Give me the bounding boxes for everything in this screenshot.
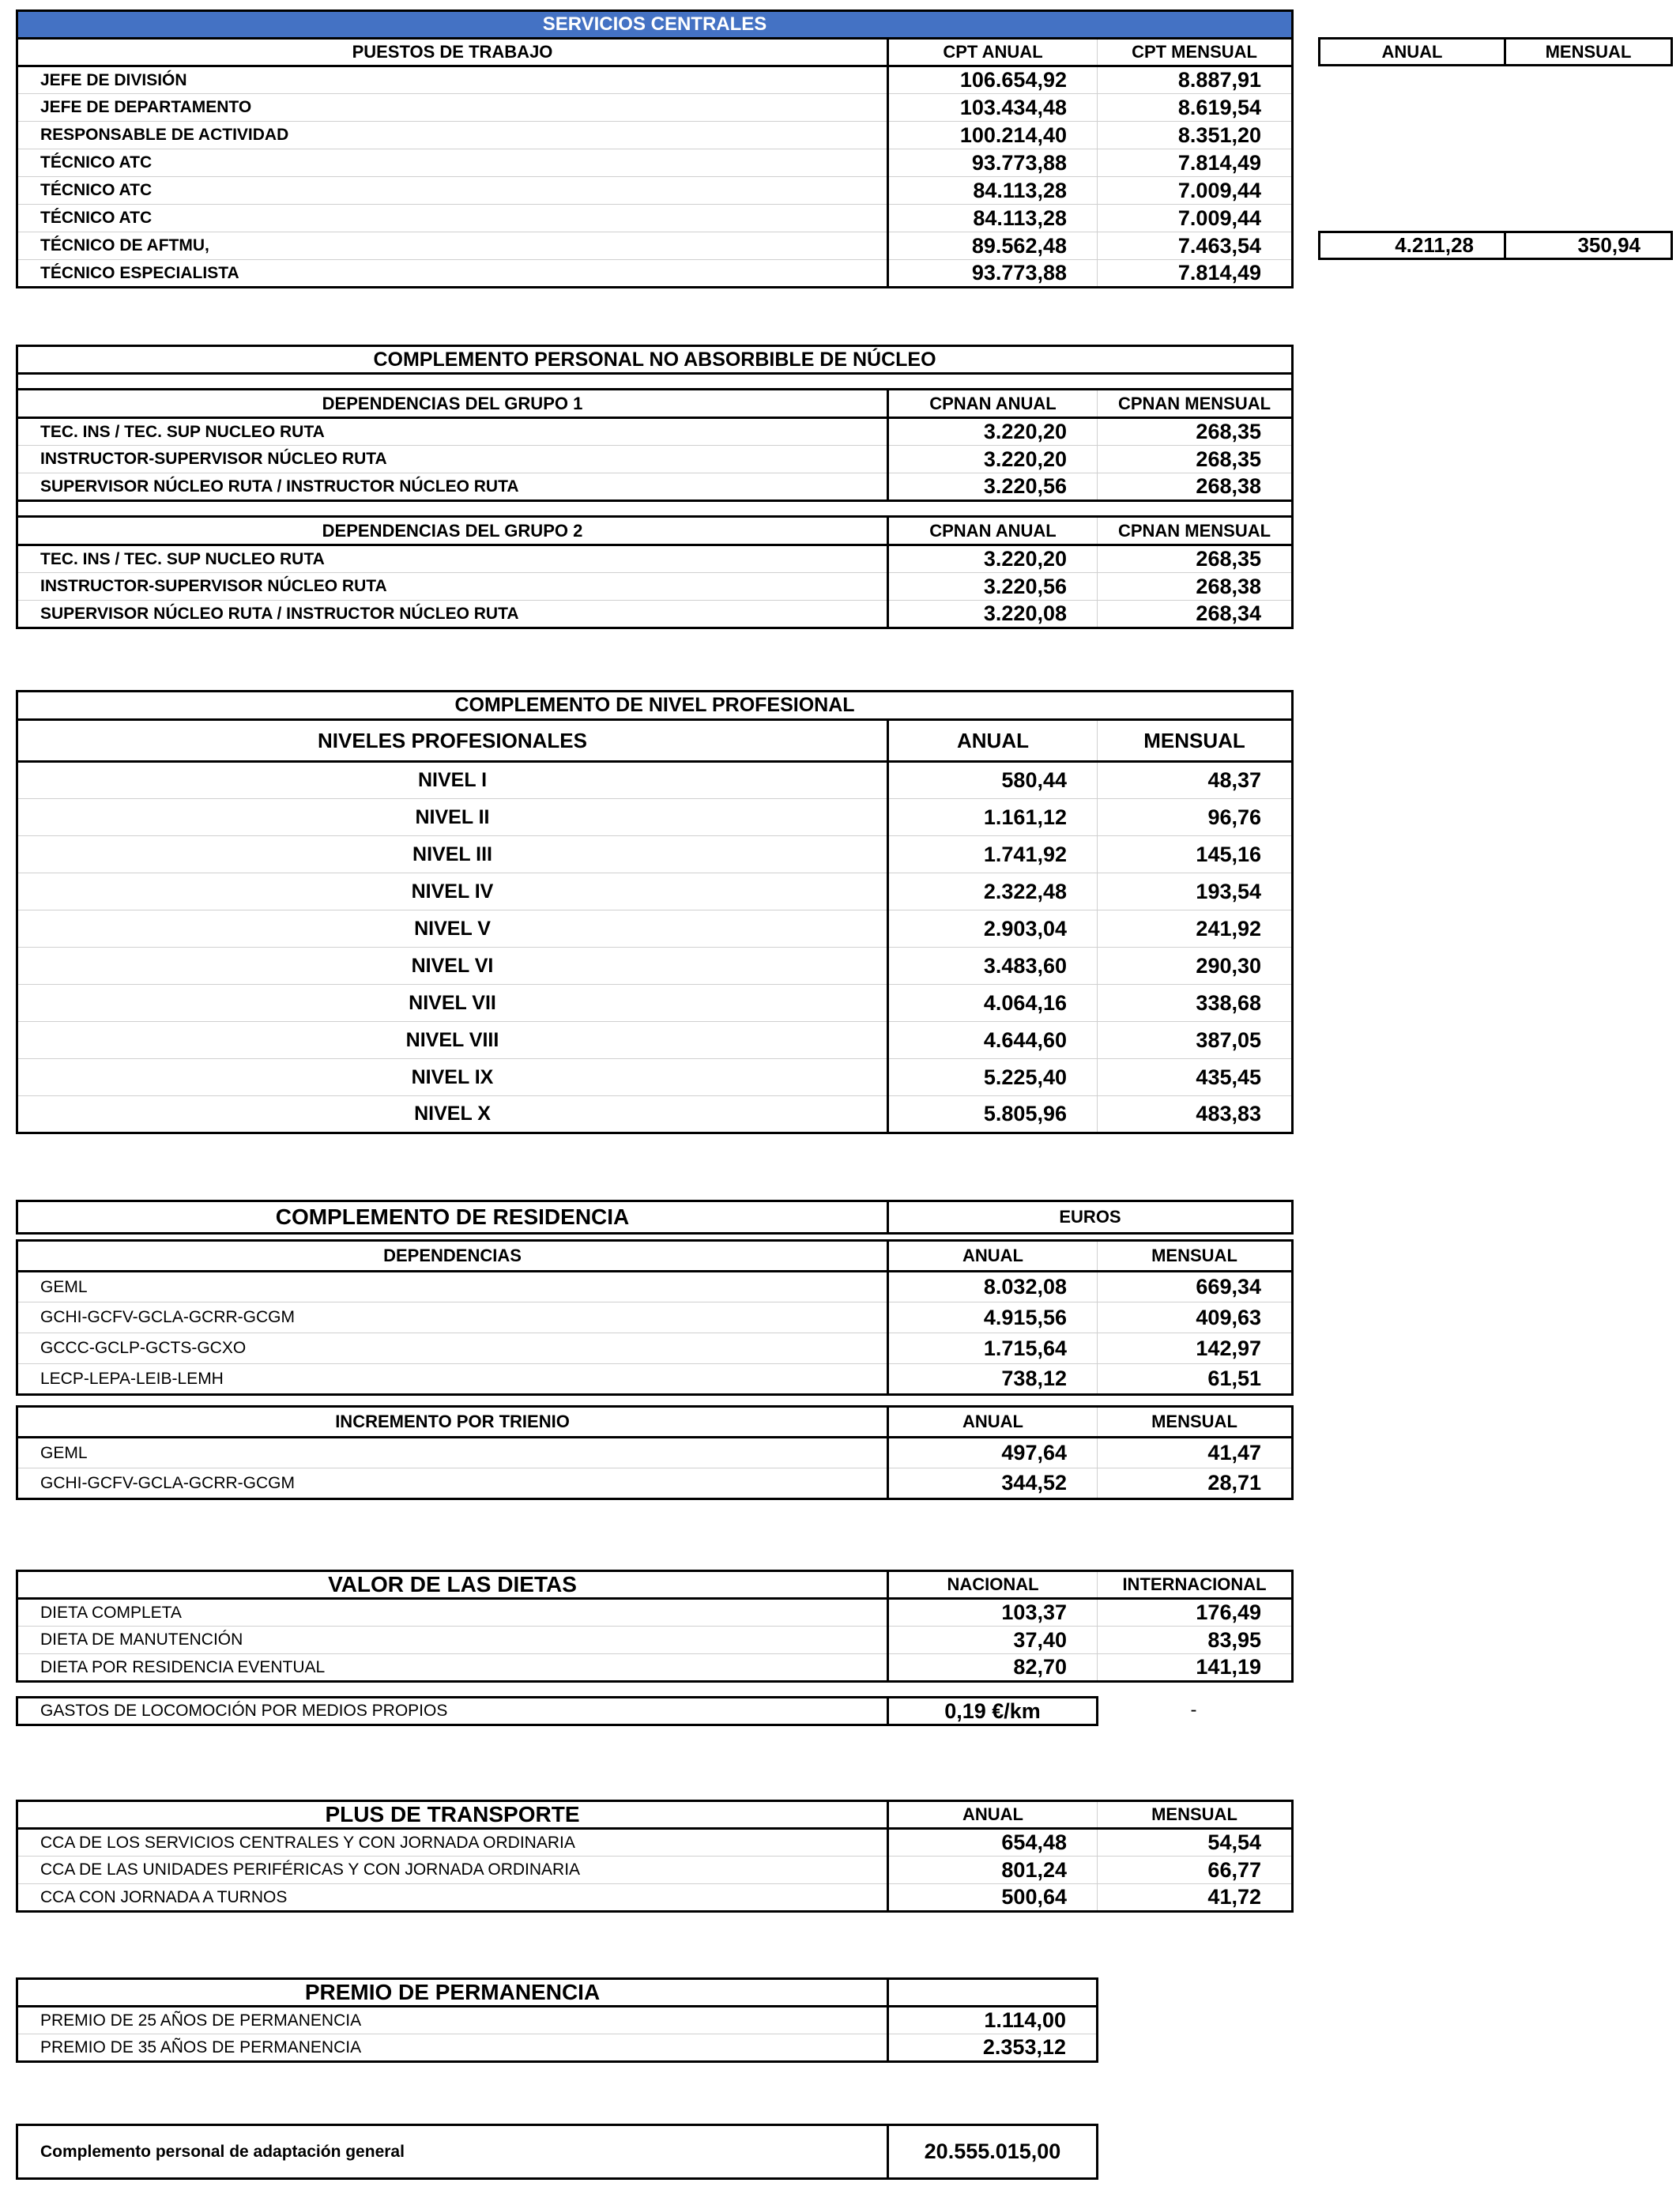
row-label: CCA CON JORNADA A TURNOS <box>17 1884 888 1912</box>
row-nacional: 103,37 <box>888 1599 1098 1627</box>
nivel-label: NIVEL V <box>17 910 888 948</box>
residencia-header-mensual: MENSUAL <box>1098 1241 1293 1272</box>
nivel-anual: 580,44 <box>888 762 1098 799</box>
row-mensual: 409,63 <box>1098 1302 1293 1333</box>
nivel-anual: 5.805,96 <box>888 1096 1098 1133</box>
row-value: 1.114,00 <box>888 2007 1098 2034</box>
row-internacional: 176,49 <box>1098 1599 1293 1627</box>
nivel-label: NIVEL III <box>17 836 888 873</box>
locomocion-label: GASTOS DE LOCOMOCIÓN POR MEDIOS PROPIOS <box>17 1698 888 1725</box>
row-label: RESPONSABLE DE ACTIVIDAD <box>17 122 888 149</box>
row-mensual: 268,38 <box>1098 573 1293 601</box>
cpnan-table <box>16 345 1294 629</box>
row-label: TÉCNICO ATC <box>17 205 888 232</box>
residencia-header: DEPENDENCIAS <box>17 1241 888 1272</box>
row-label: TÉCNICO ESPECIALISTA <box>17 260 888 288</box>
row-mensual: 7.814,49 <box>1098 260 1293 288</box>
nivel-label: NIVEL X <box>17 1096 888 1133</box>
row-anual: 93.773,88 <box>888 260 1098 288</box>
nivel-label: NIVEL IX <box>17 1059 888 1096</box>
nivel-mensual: 387,05 <box>1098 1022 1293 1059</box>
row-mensual: 7.463,54 <box>1098 232 1293 260</box>
row-mensual: 7.009,44 <box>1098 177 1293 205</box>
grupo2-header-anual: CPNAN ANUAL <box>888 517 1098 545</box>
nivel-mensual: 48,37 <box>1098 762 1293 799</box>
row-anual: 344,52 <box>888 1468 1098 1499</box>
nivel-label: NIVEL I <box>17 762 888 799</box>
nivel-anual: 3.483,60 <box>888 948 1098 985</box>
transporte-header-anual: ANUAL <box>888 1801 1098 1829</box>
row-label: GCHI-GCFV-GCLA-GCRR-GCGM <box>17 1302 888 1333</box>
trienio-header-mensual: MENSUAL <box>1098 1407 1293 1438</box>
premio-header-empty <box>888 1979 1098 2007</box>
residencia-table <box>16 1239 1294 1396</box>
dietas-header-internacional: INTERNACIONAL <box>1098 1571 1293 1599</box>
nivel-label: NIVEL IV <box>17 873 888 910</box>
row-label: INSTRUCTOR-SUPERVISOR NÚCLEO RUTA <box>17 446 888 473</box>
grupo1-header-anual: CPNAN ANUAL <box>888 390 1098 418</box>
nivel-anual: 2.903,04 <box>888 910 1098 948</box>
row-label: TÉCNICO ATC <box>17 177 888 205</box>
dietas-title: VALOR DE LAS DIETAS <box>17 1571 888 1599</box>
residencia-title: COMPLEMENTO DE RESIDENCIA <box>17 1201 888 1234</box>
nivel-anual: 4.644,60 <box>888 1022 1098 1059</box>
row-anual: 654,48 <box>888 1829 1098 1857</box>
dietas-header-nacional: NACIONAL <box>888 1571 1098 1599</box>
row-mensual: 268,35 <box>1098 545 1293 573</box>
nivel-mensual: 483,83 <box>1098 1096 1293 1133</box>
row-anual: 84.113,28 <box>888 205 1098 232</box>
row-anual: 103.434,48 <box>888 94 1098 122</box>
locomocion-value: 0,19 €/km <box>888 1698 1098 1725</box>
residencia-header-anual: ANUAL <box>888 1241 1098 1272</box>
row-label: GEML <box>17 1438 888 1468</box>
row-mensual: 8.351,20 <box>1098 122 1293 149</box>
row-label: GCHI-GCFV-GCLA-GCRR-GCGM <box>17 1468 888 1499</box>
grupo1-header: DEPENDENCIAS DEL GRUPO 1 <box>17 390 888 418</box>
trienio-table <box>16 1405 1294 1500</box>
row-label: TÉCNICO DE AFTMU, <box>17 232 888 260</box>
row-label: GCCC-GCLP-GCTS-GCXO <box>17 1333 888 1364</box>
nivel-label: NIVEL VIII <box>17 1022 888 1059</box>
nivel-mensual: 145,16 <box>1098 836 1293 873</box>
premio-table <box>16 1977 1098 2063</box>
row-anual: 738,12 <box>888 1364 1098 1395</box>
row-anual: 3.220,56 <box>888 573 1098 601</box>
row-anual: 3.220,08 <box>888 601 1098 628</box>
nivel-profesional-table <box>16 690 1294 1134</box>
row-anual: 4.915,56 <box>888 1302 1098 1333</box>
row-mensual: 41,47 <box>1098 1438 1293 1468</box>
row-label: SUPERVISOR NÚCLEO RUTA / INSTRUCTOR NÚCLEO RUTA <box>17 601 888 628</box>
nivel-title: COMPLEMENTO DE NIVEL PROFESIONAL <box>17 692 1293 720</box>
row-anual: 84.113,28 <box>888 177 1098 205</box>
row-mensual: 7.814,49 <box>1098 149 1293 177</box>
nivel-mensual: 435,45 <box>1098 1059 1293 1096</box>
row-anual: 3.220,20 <box>888 545 1098 573</box>
side-header-mensual: MENSUAL <box>1505 39 1672 66</box>
row-anual: 93.773,88 <box>888 149 1098 177</box>
side-header-anual: ANUAL <box>1320 39 1505 66</box>
adaptacion-table <box>16 2124 1098 2180</box>
cpnan-title: COMPLEMENTO PERSONAL NO ABSORBIBLE DE NÚCLEO <box>17 346 1293 374</box>
row-value: 2.353,12 <box>888 2034 1098 2062</box>
row-anual: 3.220,20 <box>888 446 1098 473</box>
row-label: CCA DE LAS UNIDADES PERIFÉRICAS Y CON JORNADA ORDINARIA <box>17 1857 888 1884</box>
row-label: DIETA DE MANUTENCIÓN <box>17 1627 888 1654</box>
row-mensual: 268,38 <box>1098 473 1293 501</box>
trienio-header: INCREMENTO POR TRIENIO <box>17 1407 888 1438</box>
dietas-table <box>16 1570 1294 1683</box>
nivel-header-anual: ANUAL <box>888 720 1098 762</box>
row-mensual: 54,54 <box>1098 1829 1293 1857</box>
row-anual: 100.214,40 <box>888 122 1098 149</box>
row-mensual: 268,34 <box>1098 601 1293 628</box>
row-anual: 801,24 <box>888 1857 1098 1884</box>
transporte-table <box>16 1800 1294 1913</box>
row-label: SUPERVISOR NÚCLEO RUTA / INSTRUCTOR NÚCLEO RUTA <box>17 473 888 501</box>
row-mensual: 28,71 <box>1098 1468 1293 1499</box>
nivel-header-mensual: MENSUAL <box>1098 720 1293 762</box>
residencia-title-table <box>16 1200 1294 1235</box>
side-header-table <box>1318 37 1673 66</box>
col-header-cpt-anual: CPT ANUAL <box>888 39 1098 66</box>
row-label: DIETA COMPLETA <box>17 1599 888 1627</box>
row-anual: 500,64 <box>888 1884 1098 1912</box>
row-internacional: 141,19 <box>1098 1654 1293 1682</box>
row-nacional: 82,70 <box>888 1654 1098 1682</box>
row-mensual: 8.887,91 <box>1098 66 1293 94</box>
row-anual: 3.220,56 <box>888 473 1098 501</box>
row-nacional: 37,40 <box>888 1627 1098 1654</box>
row-mensual: 61,51 <box>1098 1364 1293 1395</box>
transporte-header-mensual: MENSUAL <box>1098 1801 1293 1829</box>
nivel-anual: 1.741,92 <box>888 836 1098 873</box>
premio-title: PREMIO DE PERMANENCIA <box>17 1979 888 2007</box>
spacer-row <box>17 374 1293 390</box>
row-label: TÉCNICO ATC <box>17 149 888 177</box>
grupo2-header-mensual: CPNAN MENSUAL <box>1098 517 1293 545</box>
row-mensual: 8.619,54 <box>1098 94 1293 122</box>
row-mensual: 41,72 <box>1098 1884 1293 1912</box>
row-internacional: 83,95 <box>1098 1627 1293 1654</box>
nivel-label: NIVEL VII <box>17 985 888 1022</box>
nivel-mensual: 96,76 <box>1098 799 1293 836</box>
row-label: DIETA POR RESIDENCIA EVENTUAL <box>17 1654 888 1682</box>
nivel-header-label: NIVELES PROFESIONALES <box>17 720 888 762</box>
nivel-mensual: 290,30 <box>1098 948 1293 985</box>
spacer-row <box>17 501 1293 517</box>
row-label: INSTRUCTOR-SUPERVISOR NÚCLEO RUTA <box>17 573 888 601</box>
servicios-centrales-table <box>16 9 1294 288</box>
row-label: GEML <box>17 1272 888 1302</box>
row-label: LECP-LEPA-LEIB-LEMH <box>17 1364 888 1395</box>
row-mensual: 66,77 <box>1098 1857 1293 1884</box>
row-mensual: 268,35 <box>1098 446 1293 473</box>
side-value-table <box>1318 231 1673 260</box>
nivel-anual: 2.322,48 <box>888 873 1098 910</box>
nivel-anual: 5.225,40 <box>888 1059 1098 1096</box>
row-label: TEC. INS / TEC. SUP NUCLEO RUTA <box>17 418 888 446</box>
transporte-title: PLUS DE TRANSPORTE <box>17 1801 888 1829</box>
nivel-anual: 4.064,16 <box>888 985 1098 1022</box>
row-mensual: 669,34 <box>1098 1272 1293 1302</box>
col-header-puestos: PUESTOS DE TRABAJO <box>17 39 888 66</box>
row-label: TEC. INS / TEC. SUP NUCLEO RUTA <box>17 545 888 573</box>
row-mensual: 7.009,44 <box>1098 205 1293 232</box>
nivel-label: NIVEL II <box>17 799 888 836</box>
adaptacion-value: 20.555.015,00 <box>888 2125 1098 2179</box>
grupo2-header: DEPENDENCIAS DEL GRUPO 2 <box>17 517 888 545</box>
row-anual: 3.220,20 <box>888 418 1098 446</box>
servicios-title: SERVICIOS CENTRALES <box>17 11 1293 39</box>
row-mensual: 142,97 <box>1098 1333 1293 1364</box>
trienio-header-anual: ANUAL <box>888 1407 1098 1438</box>
row-mensual: 268,35 <box>1098 418 1293 446</box>
nivel-mensual: 193,54 <box>1098 873 1293 910</box>
nivel-mensual: 241,92 <box>1098 910 1293 948</box>
row-label: PREMIO DE 25 AÑOS DE PERMANENCIA <box>17 2007 888 2034</box>
row-label: JEFE DE DEPARTAMENTO <box>17 94 888 122</box>
row-label: JEFE DE DIVISIÓN <box>17 66 888 94</box>
row-anual: 106.654,92 <box>888 66 1098 94</box>
nivel-anual: 1.161,12 <box>888 799 1098 836</box>
side-value-mensual: 350,94 <box>1505 232 1672 259</box>
col-header-cpt-mensual: CPT MENSUAL <box>1098 39 1293 66</box>
row-label: PREMIO DE 35 AÑOS DE PERMANENCIA <box>17 2034 888 2062</box>
row-label: CCA DE LOS SERVICIOS CENTRALES Y CON JORNADA ORDINARIA <box>17 1829 888 1857</box>
adaptacion-label: Complemento personal de adaptación general <box>17 2125 888 2179</box>
row-anual: 497,64 <box>888 1438 1098 1468</box>
locomocion-table <box>16 1696 1098 1726</box>
residencia-currency: EUROS <box>888 1201 1293 1234</box>
grupo1-header-mensual: CPNAN MENSUAL <box>1098 390 1293 418</box>
nivel-label: NIVEL VI <box>17 948 888 985</box>
nivel-mensual: 338,68 <box>1098 985 1293 1022</box>
row-anual: 8.032,08 <box>888 1272 1098 1302</box>
locomocion-internacional: - <box>1190 1699 1197 1721</box>
row-anual: 89.562,48 <box>888 232 1098 260</box>
row-anual: 1.715,64 <box>888 1333 1098 1364</box>
side-value-anual: 4.211,28 <box>1320 232 1505 259</box>
